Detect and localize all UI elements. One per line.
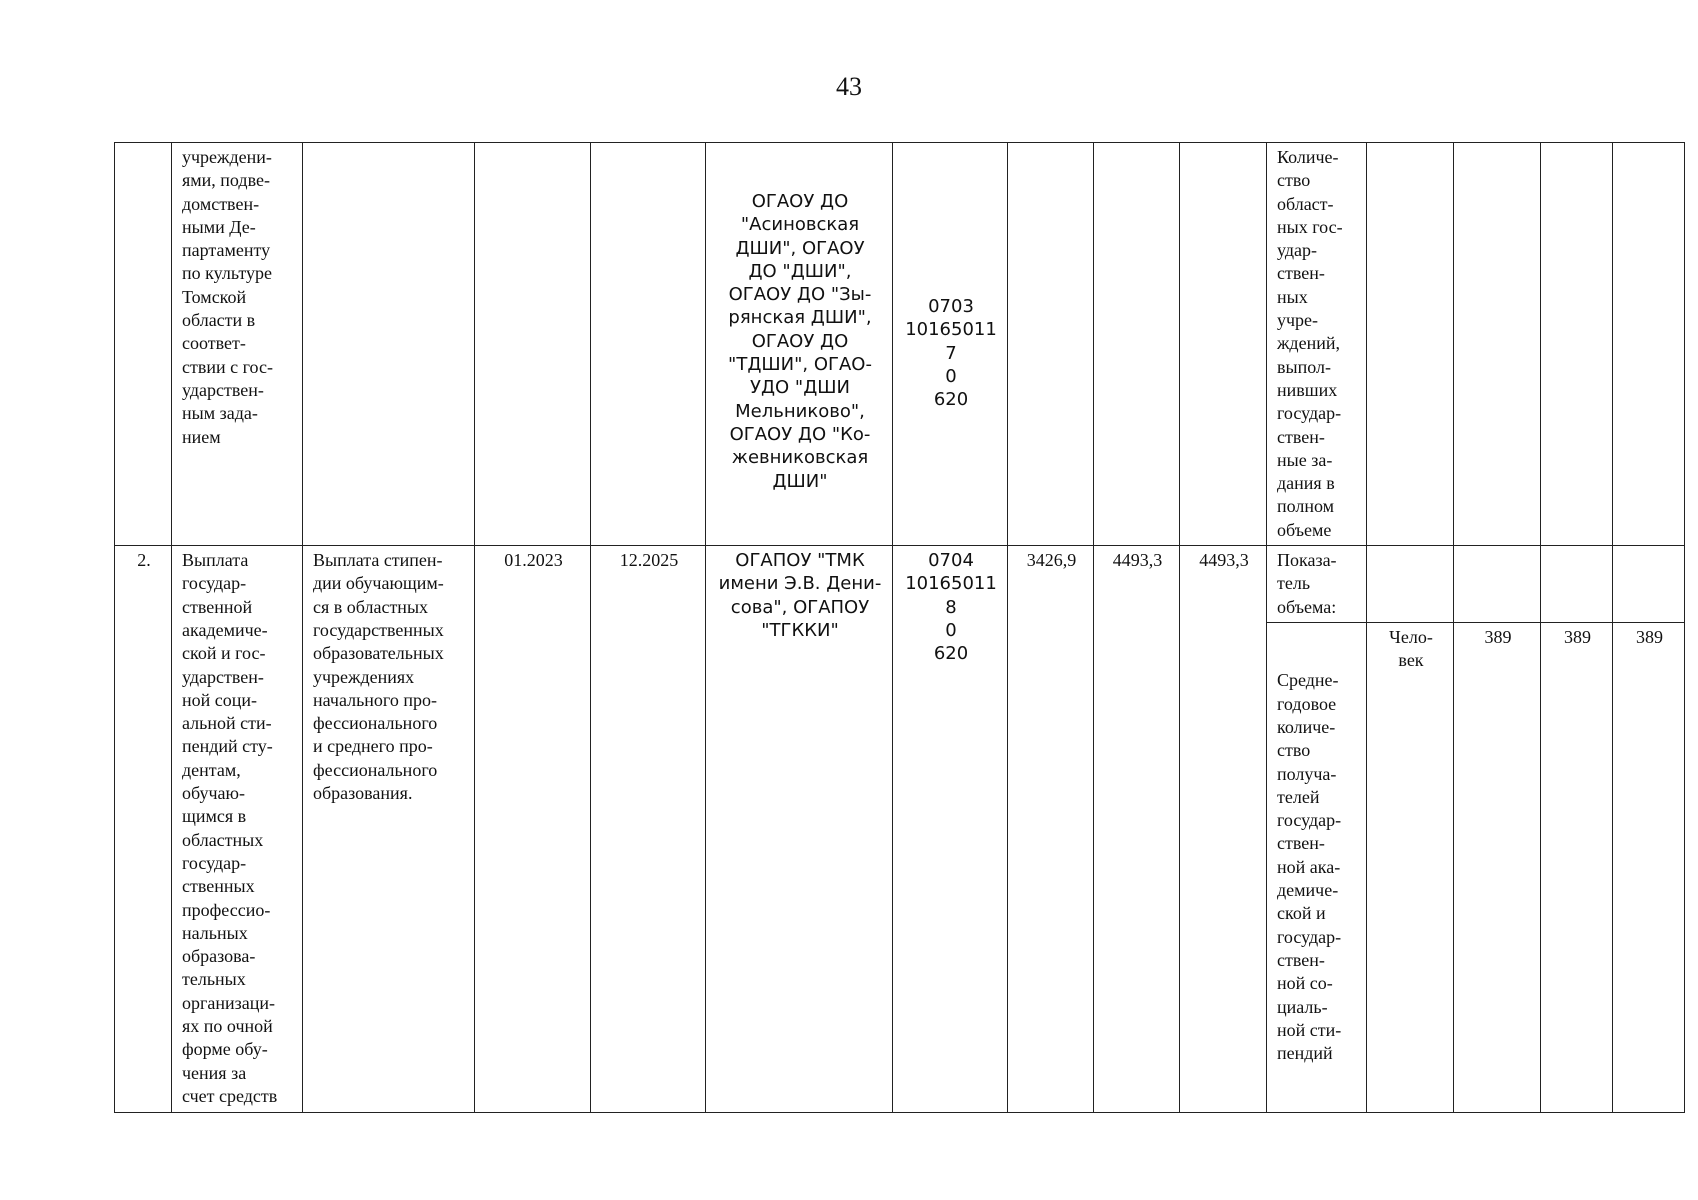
row1-number-cell	[115, 143, 172, 546]
row1-executors-cell	[706, 143, 893, 546]
text-line: сова", ОГАПОУ	[730, 596, 870, 618]
text-line: Томской	[182, 286, 247, 307]
text-line: Чело-	[1389, 626, 1433, 647]
table-row	[115, 546, 1685, 623]
row2-value-2-header-cell	[1541, 546, 1613, 623]
text-line: 0	[945, 619, 957, 641]
text-line: учреждениях	[313, 666, 415, 687]
row2-amount-3-cell: 4493,3	[1180, 546, 1267, 1113]
text-line: УДО "ДШИ	[750, 377, 850, 399]
text-line: Средне-	[1277, 670, 1339, 691]
text-line: ударствен-	[182, 666, 264, 687]
table-row	[115, 143, 1685, 546]
row1-end-cell	[591, 143, 706, 546]
text-line: ОГАОУ ДО	[751, 330, 849, 352]
text-line: альной сти-	[182, 713, 272, 734]
row2-value-3-header-cell	[1613, 546, 1685, 623]
text-line: образова-	[182, 946, 256, 967]
text-line: ОГАОУ ДО "Зы-	[728, 284, 872, 306]
row2-executors-cell	[706, 546, 893, 1113]
text-line: области в	[182, 310, 256, 331]
text-line: ями, подве-	[182, 170, 270, 191]
text-line: учреждени-	[182, 147, 272, 167]
text-line: пендий	[1277, 1043, 1333, 1064]
text-line: нальных	[182, 922, 248, 943]
row1-name-cell	[172, 143, 303, 546]
text-line: ной сти-	[1277, 1019, 1342, 1040]
text-line: 620	[933, 643, 969, 665]
text-line: удар-	[1277, 240, 1318, 261]
text-line: получа-	[1277, 763, 1337, 784]
text-line: ной со-	[1277, 973, 1333, 994]
row1-indicator-cell	[1267, 143, 1367, 546]
row1-value-2-cell	[1541, 143, 1613, 546]
row2-start-cell: 01.2023	[475, 546, 591, 1113]
text-line: образовательных	[313, 643, 444, 664]
program-table	[114, 142, 1685, 1113]
text-line: ДШИ"	[772, 470, 828, 492]
text-line: 620	[933, 389, 969, 411]
text-line: пендий сту-	[182, 736, 273, 757]
text-line: государственных	[313, 619, 444, 640]
text-line: ной ака-	[1277, 856, 1341, 877]
text-line: 0703	[928, 296, 974, 317]
row2-number-cell: 2.	[115, 546, 172, 1113]
text-line: домствен-	[182, 193, 260, 214]
text-line: 101650118	[905, 573, 997, 618]
text-line: век	[1398, 650, 1424, 671]
text-line: област-	[1277, 193, 1334, 214]
text-line: "Асиновская	[740, 214, 860, 236]
text-line: фессионального	[313, 759, 438, 780]
text-line: рянская ДШИ",	[728, 307, 872, 329]
row2-indicator-header-cell	[1267, 546, 1367, 623]
text-line: ных	[1277, 286, 1308, 307]
text-line: ях по очной	[182, 1015, 273, 1036]
text-line: "ТГККИ"	[761, 619, 839, 641]
row2-description-cell	[303, 546, 475, 1113]
page-number: 43	[836, 72, 862, 101]
text-line: ской и гос-	[182, 643, 266, 664]
text-line: ДШИ", ОГАОУ	[735, 237, 865, 259]
text-line: форме обу-	[182, 1039, 268, 1060]
row1-amount-1-cell	[1008, 143, 1094, 546]
text-line: соответ-	[182, 333, 246, 354]
text-line: 101650117	[905, 319, 997, 364]
text-line: годовое	[1277, 693, 1337, 714]
text-line: областных	[182, 829, 264, 850]
text-line: ствен-	[1277, 833, 1325, 854]
text-line: демиче-	[1277, 880, 1339, 901]
text-line: ным зада-	[182, 403, 258, 424]
text-line: ные за-	[1277, 449, 1333, 470]
text-line: образования.	[313, 783, 413, 804]
text-line: дания в	[1277, 473, 1335, 494]
text-line: учре-	[1277, 310, 1319, 331]
row1-value-1-cell	[1454, 143, 1541, 546]
text-line: Выплата	[182, 550, 249, 571]
text-line: полном	[1277, 496, 1335, 517]
text-line: и среднего про-	[313, 736, 433, 757]
text-line: ственной	[182, 596, 253, 617]
text-line: Мельниково",	[735, 400, 865, 422]
text-line: государ-	[182, 573, 247, 594]
text-line: организаци-	[182, 992, 275, 1013]
text-line: выпол-	[1277, 356, 1331, 377]
text-line: ство	[1277, 740, 1311, 761]
text-line: дентам,	[182, 759, 241, 780]
text-line: ных гос-	[1277, 216, 1343, 237]
text-line: телей	[1277, 786, 1320, 807]
row1-start-cell	[475, 143, 591, 546]
row2-value-2-cell: 389	[1541, 622, 1613, 1112]
text-line: фессионального	[313, 713, 438, 734]
text-line: тельных	[182, 969, 246, 990]
text-line: государ-	[1277, 810, 1342, 831]
row2-unit-header-cell	[1367, 546, 1454, 623]
text-line: циаль-	[1277, 996, 1328, 1017]
text-line: ствен-	[1277, 949, 1325, 970]
text-line: нием	[182, 426, 221, 447]
row1-code-cell	[893, 143, 1008, 546]
text-line: объеме	[1277, 519, 1332, 540]
text-line: Показа-	[1277, 550, 1337, 571]
row2-unit-cell	[1367, 622, 1454, 1112]
text-line: начального про-	[313, 689, 437, 710]
text-line: имени Э.В. Дени-	[718, 573, 882, 595]
row2-amount-1-cell: 3426,9	[1008, 546, 1094, 1113]
row2-code-cell	[893, 546, 1008, 1113]
text-line: 0	[945, 365, 957, 387]
row2-name-cell	[172, 546, 303, 1113]
text-line: чения за	[182, 1062, 247, 1083]
text-line: профессио-	[182, 899, 271, 920]
text-line: Количе-	[1277, 147, 1339, 167]
row2-indicator-cell	[1267, 622, 1367, 1112]
text-line: ОГАОУ ДО "Ко-	[729, 423, 871, 445]
text-line: тель	[1277, 573, 1311, 594]
text-line: ство	[1277, 170, 1311, 191]
text-line: 0704	[928, 550, 974, 572]
text-line: ской и	[1277, 903, 1326, 924]
text-line: партаменту	[182, 240, 271, 261]
text-line: по культуре	[182, 263, 272, 284]
text-line: ударствен-	[182, 379, 264, 400]
text-line: Выплата стипен-	[313, 550, 443, 571]
row2-value-1-cell: 389	[1454, 622, 1541, 1112]
text-line: объема:	[1277, 596, 1337, 617]
text-line: ся в областных	[313, 596, 429, 617]
text-line: ОГАОУ ДО	[751, 191, 849, 212]
row1-unit-cell	[1367, 143, 1454, 546]
text-line: ОГАПОУ "ТМК	[735, 550, 865, 572]
text-line: государ-	[182, 852, 247, 873]
row2-end-cell: 12.2025	[591, 546, 706, 1113]
text-line: щимся в	[182, 806, 247, 827]
row2-value-1-header-cell	[1454, 546, 1541, 623]
text-line: ной соци-	[182, 689, 258, 710]
text-line: академиче-	[182, 619, 268, 640]
text-line: "ТДШИ", ОГАО-	[728, 354, 872, 376]
text-line: количе-	[1277, 717, 1336, 737]
text-line: ными Де-	[182, 216, 256, 237]
text-line: нивших	[1277, 379, 1338, 400]
text-line: счет средств	[182, 1085, 278, 1106]
text-line: государ-	[1277, 403, 1342, 424]
text-line: ствии с гос-	[182, 356, 273, 377]
text-line: ствен-	[1277, 426, 1325, 447]
text-line: жевниковская	[731, 447, 869, 469]
row2-amount-2-cell: 4493,3	[1094, 546, 1180, 1113]
text-line: обучаю-	[182, 783, 245, 804]
text-line: дии обучающим-	[313, 573, 444, 594]
text-line: ствен-	[1277, 263, 1325, 284]
text-line: ДО "ДШИ",	[748, 260, 852, 282]
row1-description-cell	[303, 143, 475, 546]
text-line: ждений,	[1277, 333, 1340, 354]
row2-value-3-cell: 389	[1613, 622, 1685, 1112]
row1-amount-3-cell	[1180, 143, 1267, 546]
row1-value-3-cell	[1613, 143, 1685, 546]
row1-amount-2-cell	[1094, 143, 1180, 546]
text-line: ственных	[182, 876, 255, 897]
text-line: государ-	[1277, 926, 1342, 947]
